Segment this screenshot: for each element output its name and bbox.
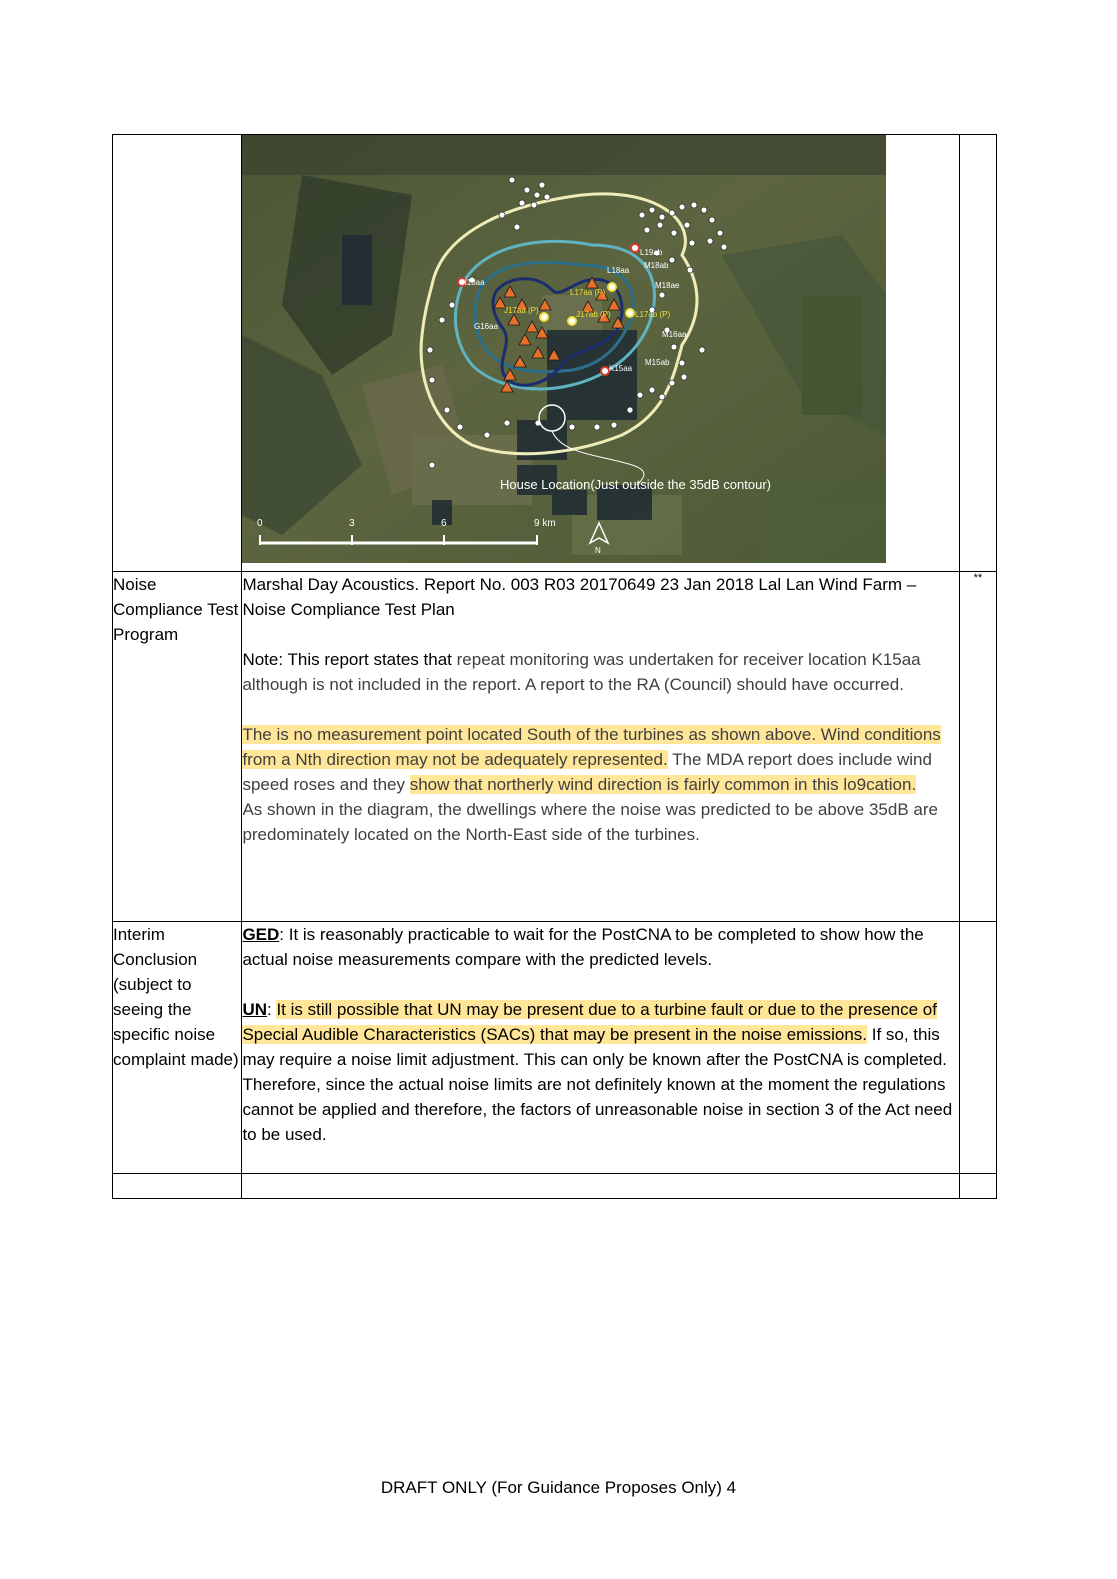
- dwelling-marker: [524, 187, 530, 193]
- highlight-northerly-wind: show that northerly wind direction is fairly common in this lo9cation.: [409, 775, 917, 794]
- un-text: If so, this may require a noise limit adjustment. This can only be known after the PostCNA is completed. Therefore, since the actual noise limits are not definitely known at the moment the regulations cannot be applied and therefore, the factors of unreasonable noise in section 3 of the Act need to be used.: [242, 1025, 953, 1144]
- dwelling-marker: [544, 194, 550, 200]
- page-footer: DRAFT ONLY (For Guidance Proposes Only) 4: [380, 1478, 737, 1497]
- dwelling-marker: [669, 380, 675, 386]
- north-label: N: [595, 546, 602, 555]
- house-location-caption: House Location(Just outside the 35dB contour): [500, 477, 772, 492]
- dwelling-marker: [639, 212, 645, 218]
- dwelling-marker: [644, 227, 650, 233]
- scale-label-9km: 9 km: [534, 518, 557, 529]
- rating-mark: **: [959, 572, 996, 922]
- dwelling-marker: [649, 387, 655, 393]
- receiver-marker: [631, 244, 639, 252]
- dwelling-marker: [649, 207, 655, 213]
- report-reference: Marshal Day Acoustics. Report No. 003 R03 20170649 23 Jan 2018 Lal Lan Wind Farm – Noise Compliance Test Plan: [242, 575, 917, 619]
- receiver-label-m16aa: M16aa: [662, 330, 687, 339]
- dwelling-marker: [611, 422, 617, 428]
- un-key: UN: [242, 1000, 267, 1019]
- note-paragraph: [242, 647, 958, 697]
- ged-paragraph: [242, 922, 958, 972]
- dwelling-marker: [429, 462, 435, 468]
- interim-conclusion-content: [242, 922, 959, 1174]
- dwelling-marker: [721, 244, 727, 250]
- dwelling-marker: [444, 407, 450, 413]
- dwelling-marker: [637, 392, 643, 398]
- dwellings-paragraph: As shown in the diagram, the dwellings where the noise was predicted to be above 35dB are predominately located on the North-East side of the turbines.: [242, 800, 938, 844]
- receiver-label-h18aa: H18aa: [461, 278, 486, 287]
- receiver-label-k15aa: K15aa: [609, 364, 633, 373]
- receiver-label-l19ab: L19ab: [640, 248, 663, 257]
- dwelling-marker: [691, 202, 697, 208]
- receiver-label-j17ab: J17ab (P): [576, 310, 612, 319]
- dwelling-marker: [539, 182, 545, 188]
- receiver-label-m18ae: M18ae: [655, 281, 680, 290]
- dwelling-marker: [569, 424, 575, 430]
- dwelling-marker: [449, 302, 455, 308]
- un-separator: :: [267, 1000, 277, 1019]
- dwelling-marker: [457, 424, 463, 430]
- dwelling-marker: [659, 394, 665, 400]
- noise-compliance-content: [242, 572, 959, 922]
- scale-label-0: 0: [257, 518, 263, 529]
- highlight-un-present: It is still possible that UN may be present due to a turbine fault or due to the presence of Special Audible Characteristics (SACs) that may be present in the noise emissions.: [242, 1000, 937, 1044]
- receiver-label-l17aa: L17aa (P): [570, 288, 606, 297]
- dwelling-marker: [707, 238, 713, 244]
- dwelling-marker: [679, 204, 685, 210]
- empty-label-cell: [113, 135, 242, 572]
- dwelling-marker: [671, 230, 677, 236]
- receiver-label-m18ab: M18ab: [644, 261, 669, 270]
- row-label-interim-conclusion: Interim Conclusion (subject to seeing the specific noise complaint made): [113, 922, 242, 1174]
- dwelling-marker: [699, 347, 705, 353]
- scale-label-3: 3: [349, 518, 355, 529]
- dwelling-marker: [669, 210, 675, 216]
- receiver-label-j17aa: J17aa (P): [504, 306, 540, 315]
- interim-conclusion-row: [113, 922, 997, 1174]
- un-paragraph: [242, 997, 958, 1147]
- dwelling-marker: [509, 177, 515, 183]
- noise-contour-map: [242, 135, 886, 563]
- dwelling-marker: [627, 407, 633, 413]
- note-prefix: Note: This report states that: [242, 650, 457, 669]
- dwelling-marker: [709, 217, 715, 223]
- ged-key: GED: [242, 925, 280, 944]
- measurement-paragraph: [242, 722, 958, 797]
- dwelling-marker: [594, 424, 600, 430]
- dwelling-marker: [659, 214, 665, 220]
- dwelling-marker: [684, 222, 690, 228]
- scale-label-6: 6: [441, 518, 447, 529]
- wind-roses-text: The MDA report does include wind speed roses and they: [242, 750, 932, 794]
- empty-mark-cell-2: [959, 922, 996, 1174]
- dwelling-marker: [514, 224, 520, 230]
- dwelling-marker: [531, 202, 537, 208]
- note-text: repeat monitoring was undertaken for receiver location K15aa although is not included in the report. A report to the RA (Council) should have occurred.: [242, 650, 921, 694]
- dwelling-marker: [689, 240, 695, 246]
- empty-mark-cell: [959, 135, 996, 572]
- dwelling-marker: [671, 344, 677, 350]
- dwelling-marker: [519, 200, 525, 206]
- noise-compliance-row: [113, 572, 997, 922]
- receiver-marker: [608, 283, 616, 291]
- dwelling-marker: [659, 292, 665, 298]
- receiver-label-g16aa: G16aa: [474, 322, 499, 331]
- receiver-label-l18aa: L18aa: [607, 266, 630, 275]
- row-label-noise-compliance: Noise Compliance Test Program: [113, 572, 242, 922]
- receiver-marker: [540, 313, 548, 321]
- highlight-no-south-point: The is no measurement point located South of the turbines as shown above. Wind conditions from a Nth direction may not be adequately represented.: [242, 725, 941, 769]
- map-cell: [242, 135, 959, 572]
- dwelling-marker: [427, 347, 433, 353]
- dwelling-marker: [534, 192, 540, 198]
- dwelling-marker: [681, 374, 687, 380]
- dwelling-marker: [669, 257, 675, 263]
- dwelling-marker: [504, 420, 510, 426]
- dwelling-marker: [429, 377, 435, 383]
- dwelling-marker: [484, 432, 490, 438]
- dwelling-marker: [701, 207, 707, 213]
- dwelling-marker: [679, 360, 685, 366]
- dwelling-marker: [439, 317, 445, 323]
- dwelling-marker: [717, 230, 723, 236]
- dwelling-marker: [499, 212, 505, 218]
- empty-row: [113, 1174, 997, 1199]
- ged-text: : It is reasonably practicable to wait for the PostCNA to be completed to show how the actual noise measurements compare with the predicted levels.: [242, 925, 924, 969]
- receiver-marker: [601, 367, 609, 375]
- dwelling-marker: [657, 222, 663, 228]
- receiver-marker: [626, 309, 634, 317]
- dwelling-marker: [687, 267, 693, 273]
- document-table: [112, 134, 997, 1199]
- receiver-label-l17ab: L17ab (P): [635, 310, 671, 319]
- receiver-marker: [568, 317, 576, 325]
- receiver-label-m15ab: M15ab: [645, 358, 670, 367]
- map-row: [113, 135, 997, 572]
